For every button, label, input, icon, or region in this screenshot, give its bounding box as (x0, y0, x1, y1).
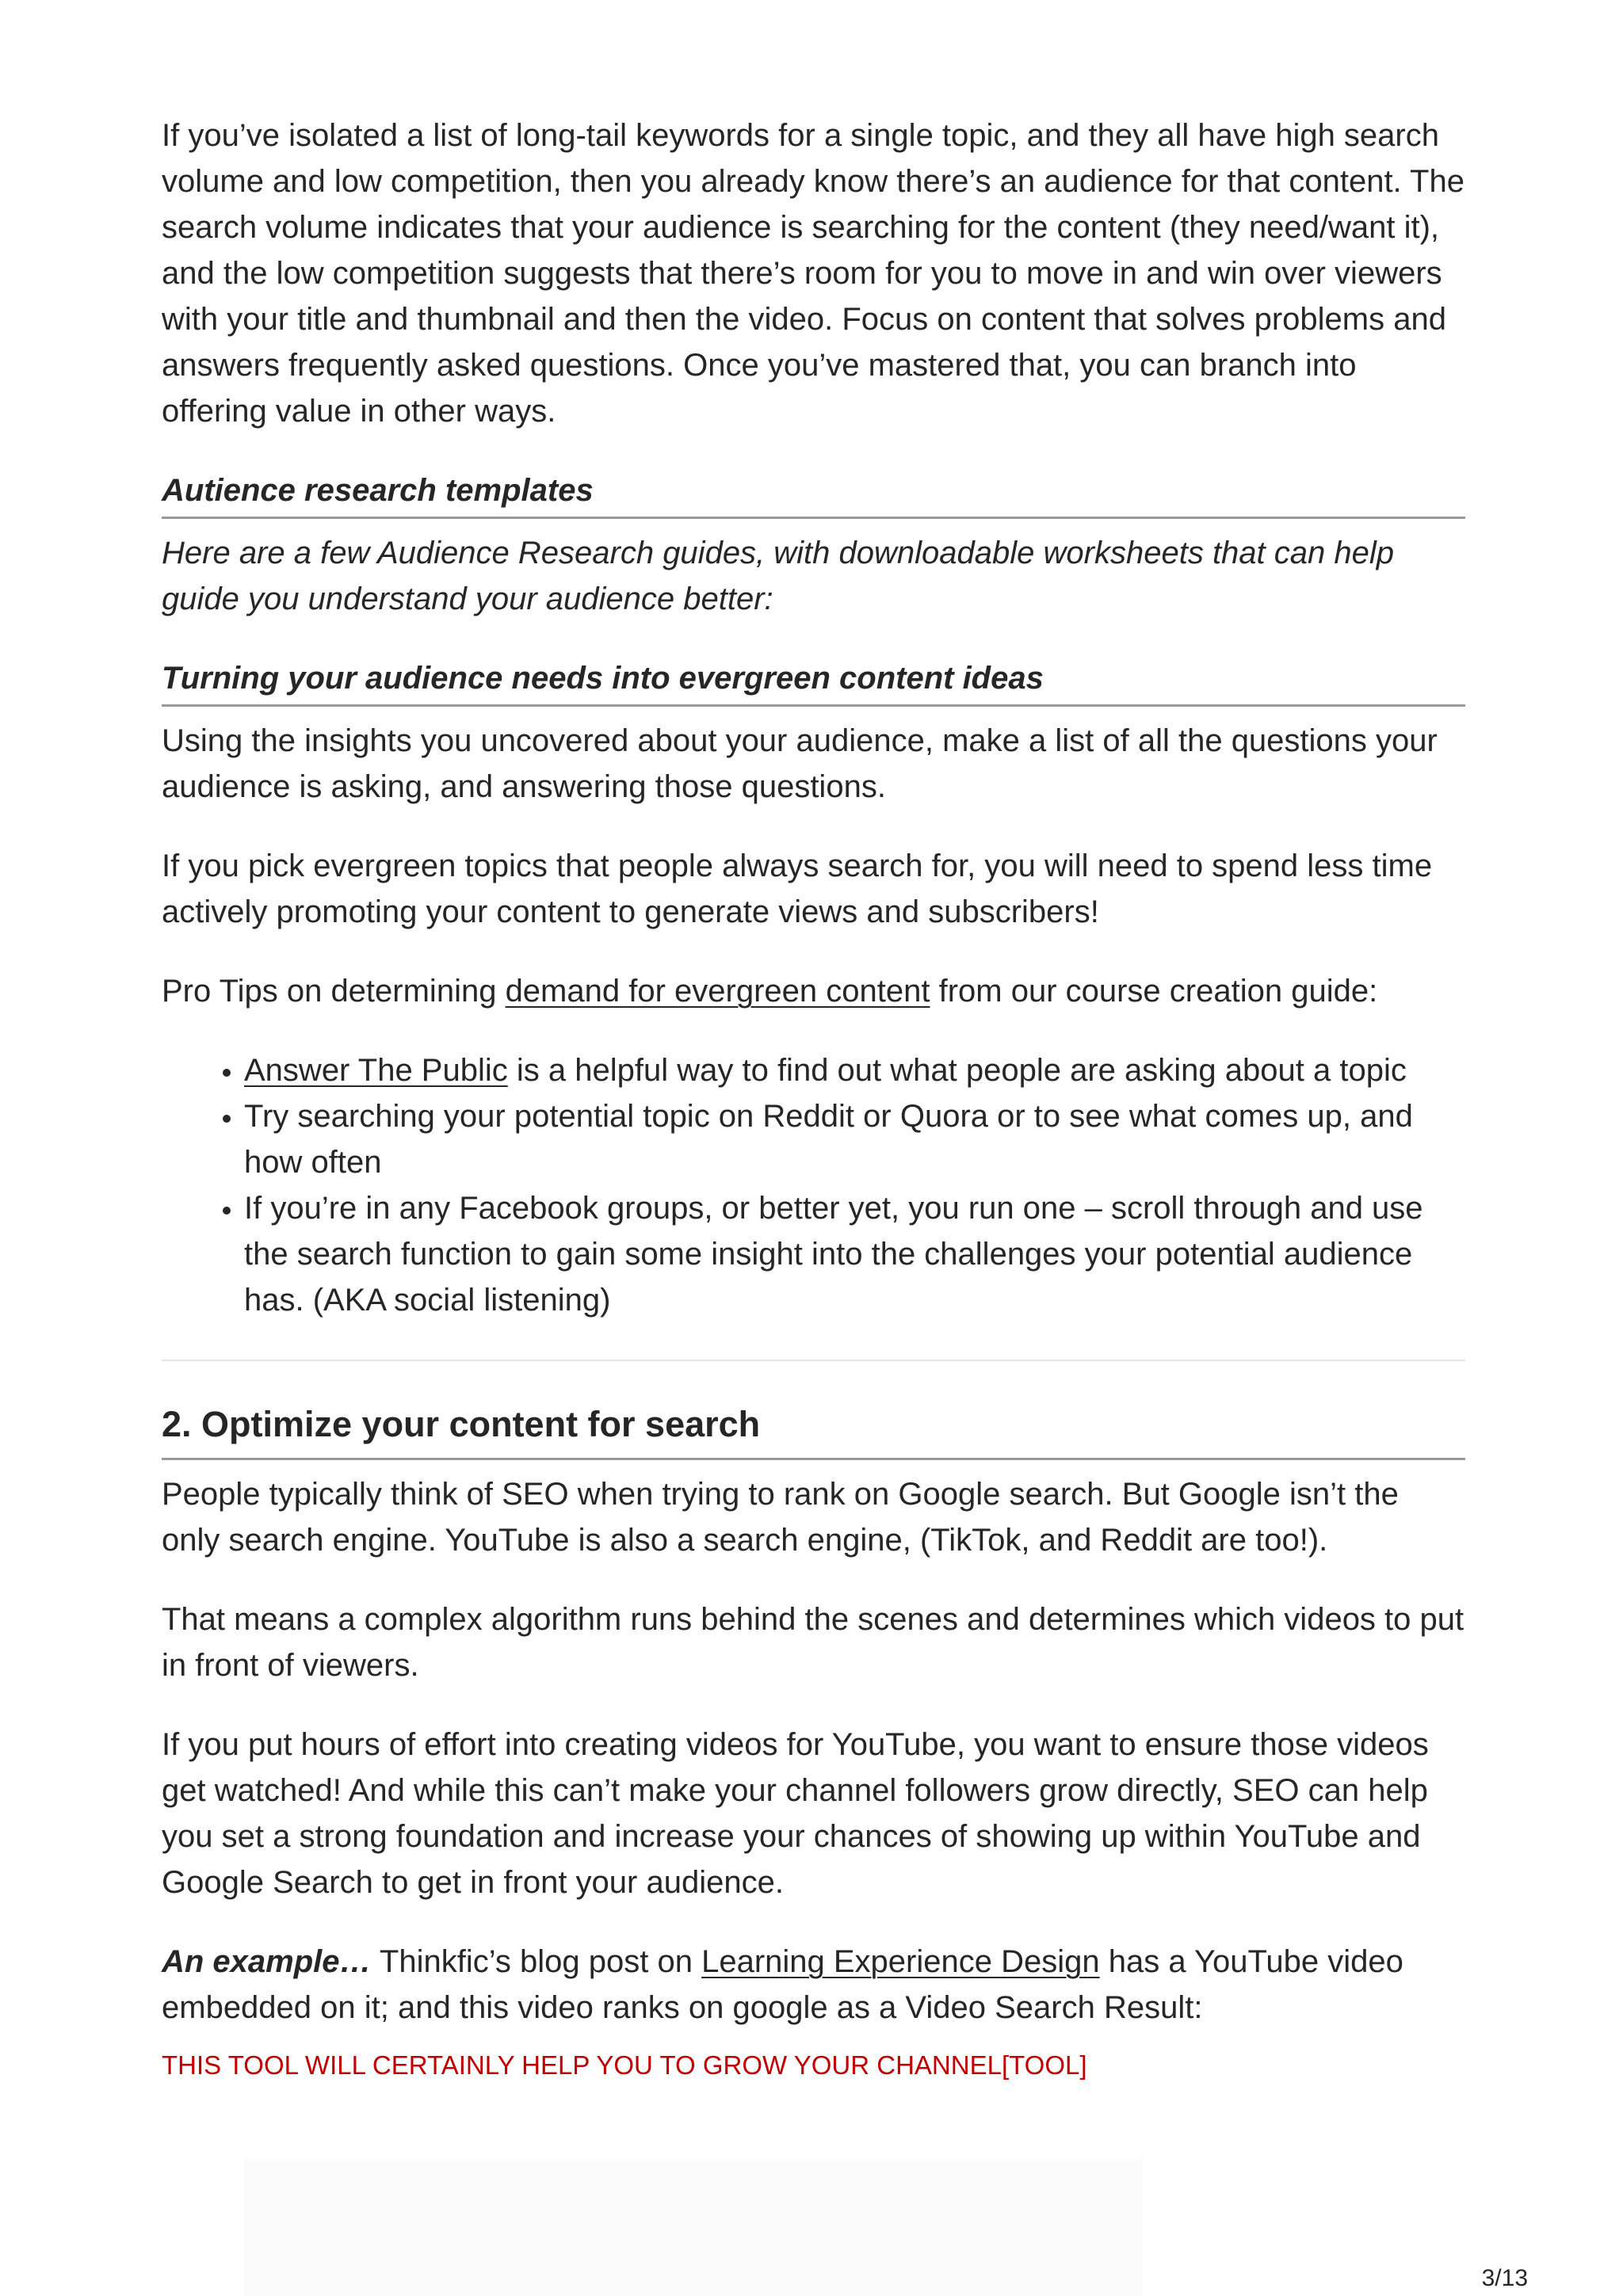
section-2-paragraph-3: If you put hours of effort into creating videos for YouTube, you want to ensure those videos get watched! And while this can’t make your channel followers grow directly, SEO can help you set a strong foundation and increase your chances of showing up within YouTube and Google Search to get in front your audience. (162, 1727, 1429, 1900)
answer-the-public-link[interactable]: Answer The Public (244, 1053, 508, 1088)
section-2-paragraph-2: That means a complex algorithm runs behind the scenes and determines which videos to put in front of viewers. (162, 1602, 1465, 1683)
list-item (244, 1185, 1465, 1323)
example-mid: Thinkfic’s blog post on (371, 1944, 702, 1979)
article-content (162, 113, 1465, 2083)
example-lead: An example… (162, 1944, 372, 1979)
intro-paragraph: If you’ve isolated a list of long-tail keywords for a single topic, and they all have high search volume and low competition, then you already know there’s an audience for that content. The search volume indicates that your audience is searching for the content (they need/want it), and the low competition suggests that there’s room for you to move in and win over viewers with your title and thumbnail and then the video. Focus on content that solves problems and answers frequently asked questions. Once you’ve mastered that, you can branch into offering value in other ways. (162, 118, 1465, 429)
pro-tips-suffix: from our course creation guide: (930, 974, 1378, 1009)
evergreen-demand-link[interactable]: demand for evergreen content (505, 974, 930, 1009)
templates-heading: Autience research templates (162, 467, 1465, 519)
list-item-text: is a helpful way to find out what people are asking about a topic (507, 1053, 1407, 1088)
pro-tips-paragraph (162, 968, 1465, 1014)
learning-experience-design-link[interactable]: Learning Experience Design (701, 1944, 1100, 1979)
pro-tips-list (162, 1047, 1465, 1323)
section-2-paragraph-1: People typically think of SEO when trying to rank on Google search. But Google isn’t the only search engine. YouTube is also a search engine, (TikTok, and Reddit are too!). (162, 1477, 1399, 1558)
templates-body: Here are a few Audience Research guides, with downloadable worksheets that can help guide you understand your audience better: (162, 536, 1394, 616)
evergreen-paragraph-1: Using the insights you uncovered about your audience, make a list of all the questions your audience is asking, and answering those questions. (162, 723, 1438, 804)
list-item (244, 1093, 1465, 1185)
evergreen-paragraph-2: If you pick evergreen topics that people always search for, you will need to spend less time actively promoting your content to generate views and subscribers! (162, 849, 1433, 929)
list-item (244, 1047, 1465, 1093)
list-item-text: If you’re in any Facebook groups, or better yet, you run one – scroll through and use the search function to gain some insight into the challenges your potential audience has. (AKA social listening) (244, 1191, 1423, 1318)
section-divider (162, 1360, 1465, 1361)
page-number: 3/13 (1481, 2265, 1528, 2291)
pro-tips-prefix: Pro Tips on determining (162, 974, 506, 1009)
section-2-heading: 2. Optimize your content for search (162, 1401, 1465, 1460)
example-end: has a YouTube video embedded on it; and this video ranks on google as a Video Search Result: (162, 1944, 1403, 2025)
promo-tool-text[interactable]: THIS TOOL WILL CERTAINLY HELP YOU TO GROW YOUR CHANNEL[TOOL] (162, 2050, 1087, 2080)
list-item-text: Try searching your potential topic on Reddit or Quora or to see what comes up, and how often (244, 1099, 1413, 1180)
evergreen-heading: Turning your audience needs into evergreen content ideas (162, 655, 1465, 707)
embedded-video-placeholder (244, 2159, 1144, 2296)
example-paragraph (162, 1939, 1465, 2031)
